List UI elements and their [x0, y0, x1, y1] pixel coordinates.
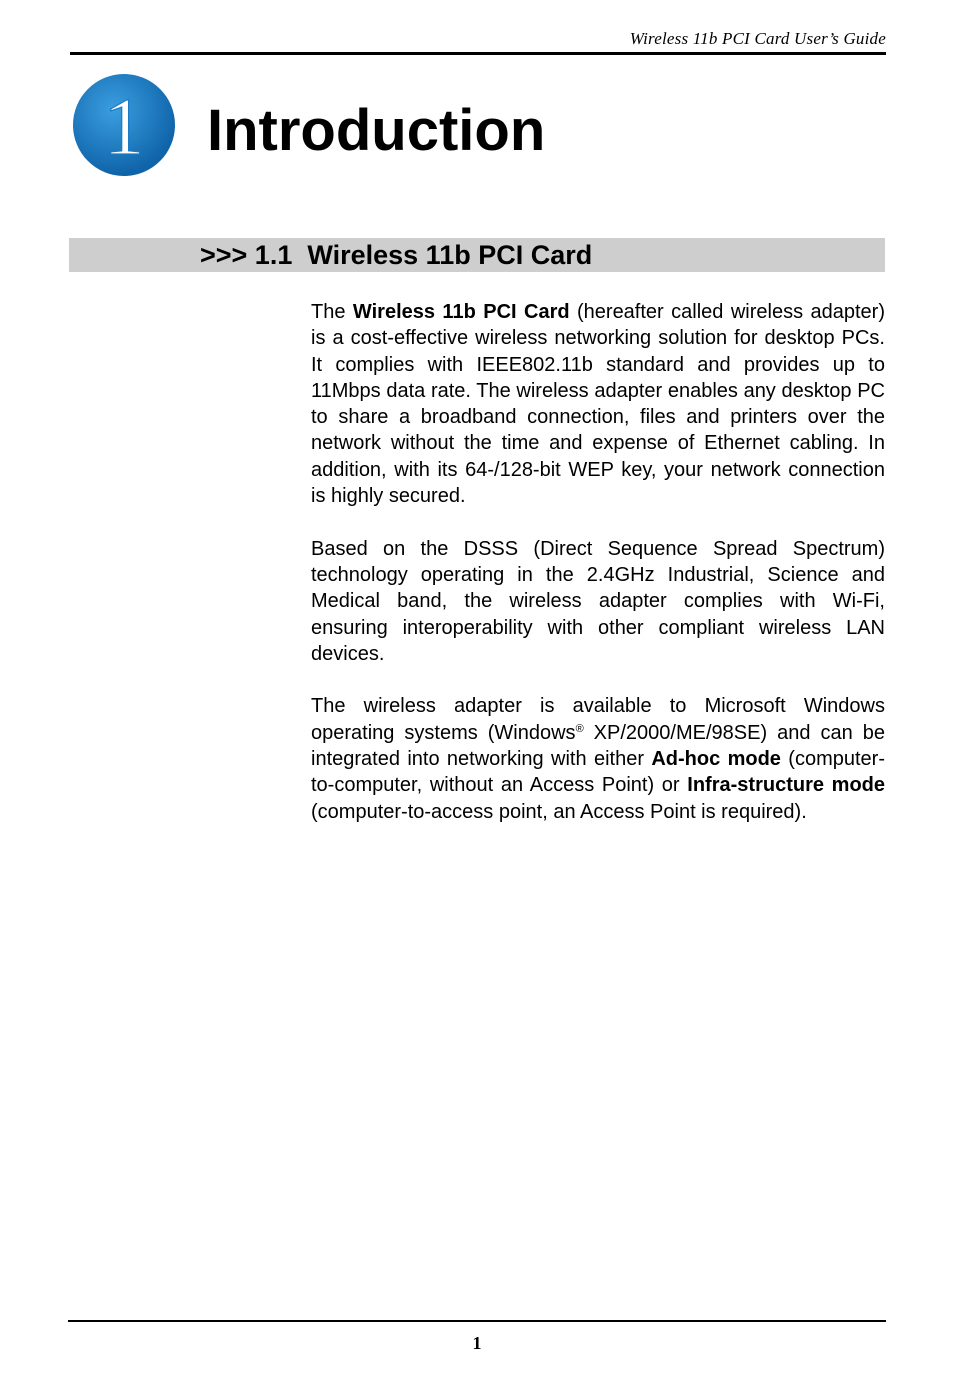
product-name: Wireless 11b PCI Card: [352, 301, 570, 323]
header-rule: [70, 52, 886, 55]
registered-mark: ®: [575, 722, 584, 735]
paragraph-os-modes: [311, 693, 885, 824]
paragraph-dsss: [311, 536, 885, 667]
paragraph-overview: [311, 299, 885, 509]
p3-part1: The wireless adapter is available to Microsoft Windows operating systems (Windows: [311, 695, 885, 744]
p1-text: (hereafter called wireless adapter) is a cost-effective wireless networking solution for desktop PCs. It complies with IEEE802.11b standard and provides up to 11Mbps data rate. The wireless adapter enables any desktop PC to share a broadband connection, files and printers over the network without the time and expense of Ethernet cabling. In addition, with its 64-/128-bit WEP key, your network connection is highly secured.: [311, 301, 885, 508]
infrastructure-mode-term: Infra-structure mode: [687, 774, 885, 797]
chapter-number: 1: [103, 81, 145, 172]
p2-text: Based on the DSSS (Direct Sequence Spread Spectrum) technology operating in the 2.4GHz Industrial, Science and Medical band, the wireless adapter complies with Wi-Fi, ensuring interoperability with other compliant wireless LAN devices.: [311, 537, 885, 665]
p3-part4: (computer-to-access point, an Access Point is required).: [311, 800, 807, 823]
page-number: 1: [472, 1333, 482, 1353]
p3-part2: XP/2000/ME/98SE) and can be integrated into networking with either: [311, 721, 885, 771]
running-header: Wireless 11b PCI Card User’s Guide: [629, 29, 886, 48]
section-heading: >>> 1.1 Wireless 11b PCI Card: [200, 240, 593, 270]
adhoc-mode-term: Ad-hoc mode: [651, 748, 781, 771]
p1-lead: The: [311, 301, 353, 323]
body-text: [311, 299, 885, 851]
p3-part3: (computer-to-computer, without an Access Point) or: [311, 748, 885, 797]
chapter-title: Introduction: [207, 98, 546, 163]
footer-rule: [68, 1320, 886, 1322]
chapter-number-badge: [71, 72, 177, 178]
